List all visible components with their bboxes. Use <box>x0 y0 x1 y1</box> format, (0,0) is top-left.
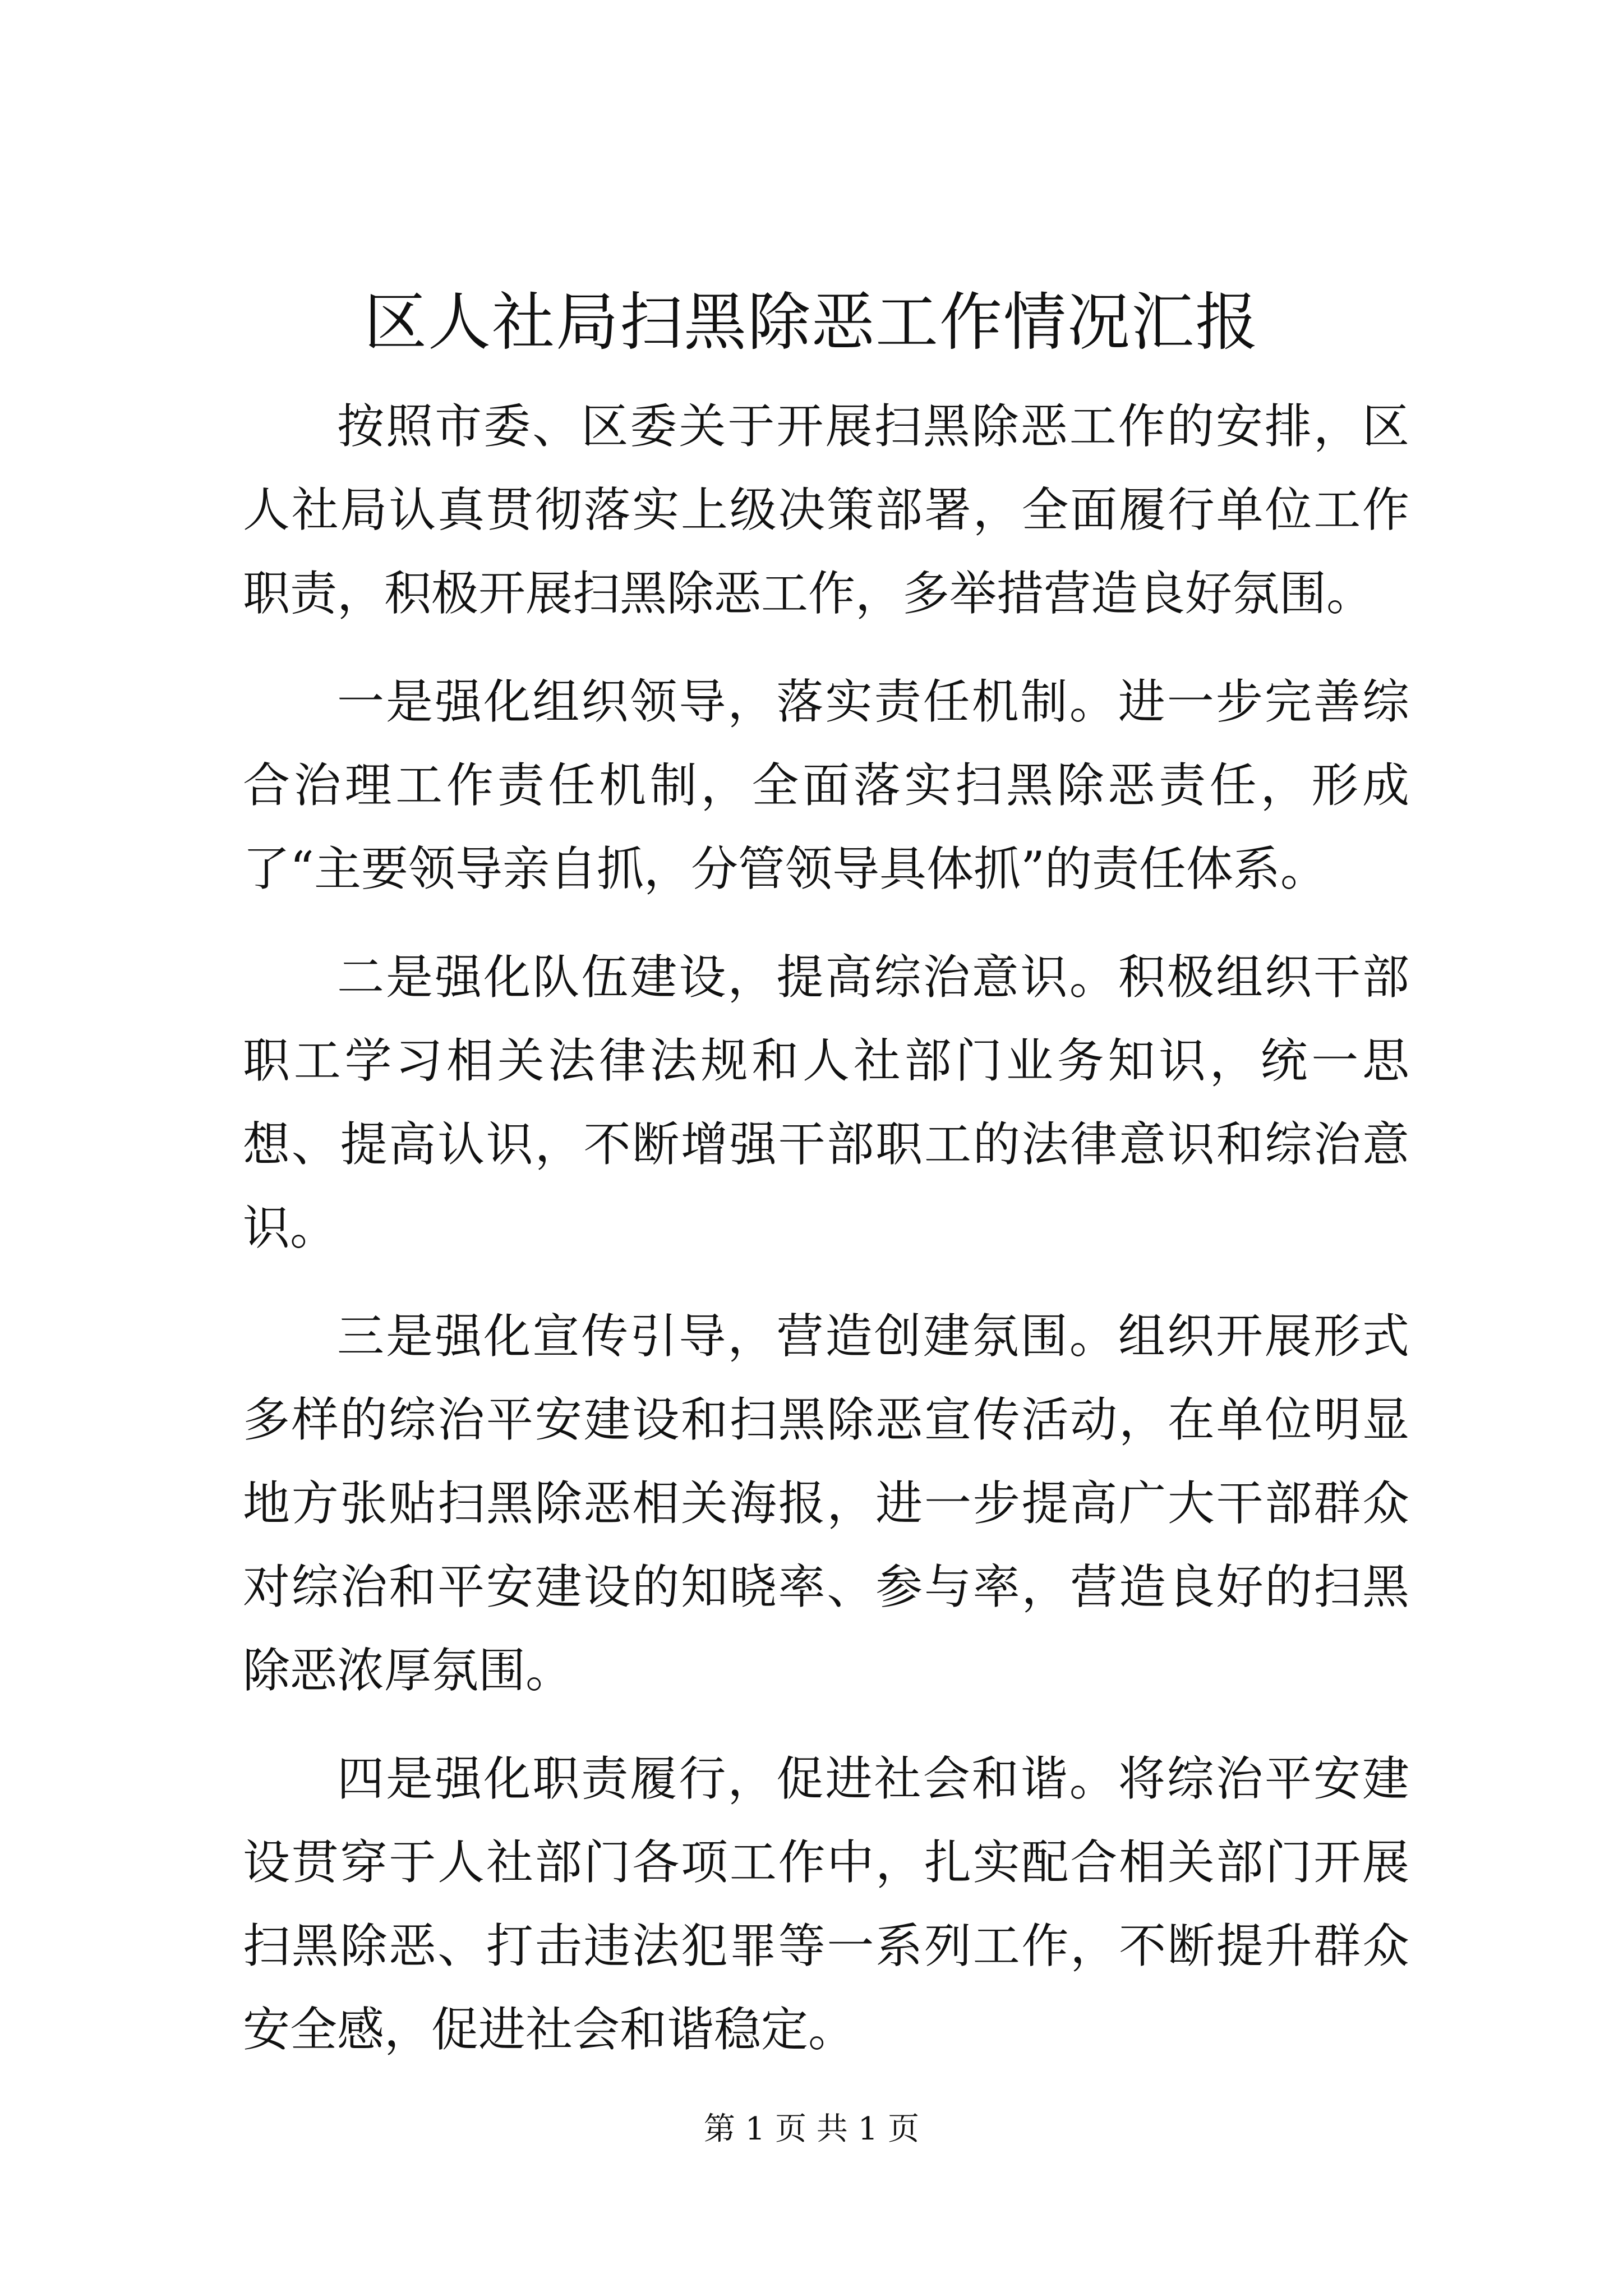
paragraph-duty-performance: 四是强化职责履行，促进社会和谐。将综治平安建设贯穿于人社部门各项工作中，扎实配合相关部门开展扫黑除恶、打击违法犯罪等一系列工作，不断提升群众安全感，促进社会和谐稳定。 <box>243 1751 1409 2057</box>
document-body <box>243 385 1409 2072</box>
paragraph-organization-leadership: 一是强化组织领导，落实责任机制。进一步完善综合治理工作责任机制，全面落实扫黑除恶责任，形成了“主要领导亲自抓，分管领导具体抓”的责任体系。 <box>243 674 1409 896</box>
page-footer: 第 1 页 共 1 页 <box>703 2111 920 2147</box>
paragraph-team-building: 二是强化队伍建设，提高综治意识。积极组织干部职工学习相关法律法规和人社部门业务知识，统一思想、提高认识，不断增强干部职工的法律意识和综治意识。 <box>243 950 1409 1255</box>
paragraph-intro: 按照市委、区委关于开展扫黑除恶工作的安排，区人社局认真贯彻落实上级决策部署，全面履行单位工作职责，积极开展扫黑除恶工作，多举措营造良好氛围。 <box>243 399 1409 621</box>
document-title: 区人社局扫黑除恶工作情况汇报 <box>364 286 1259 359</box>
paragraph-publicity-guidance: 三是强化宣传引导，营造创建氛围。组织开展形式多样的综治平安建设和扫黑除恶宣传活动，在单位明显地方张贴扫黑除恶相关海报，进一步提高广大干部群众对综治和平安建设的知晓率、参与率，营造良好的扫黑除恶浓厚氛围。 <box>243 1309 1409 1698</box>
